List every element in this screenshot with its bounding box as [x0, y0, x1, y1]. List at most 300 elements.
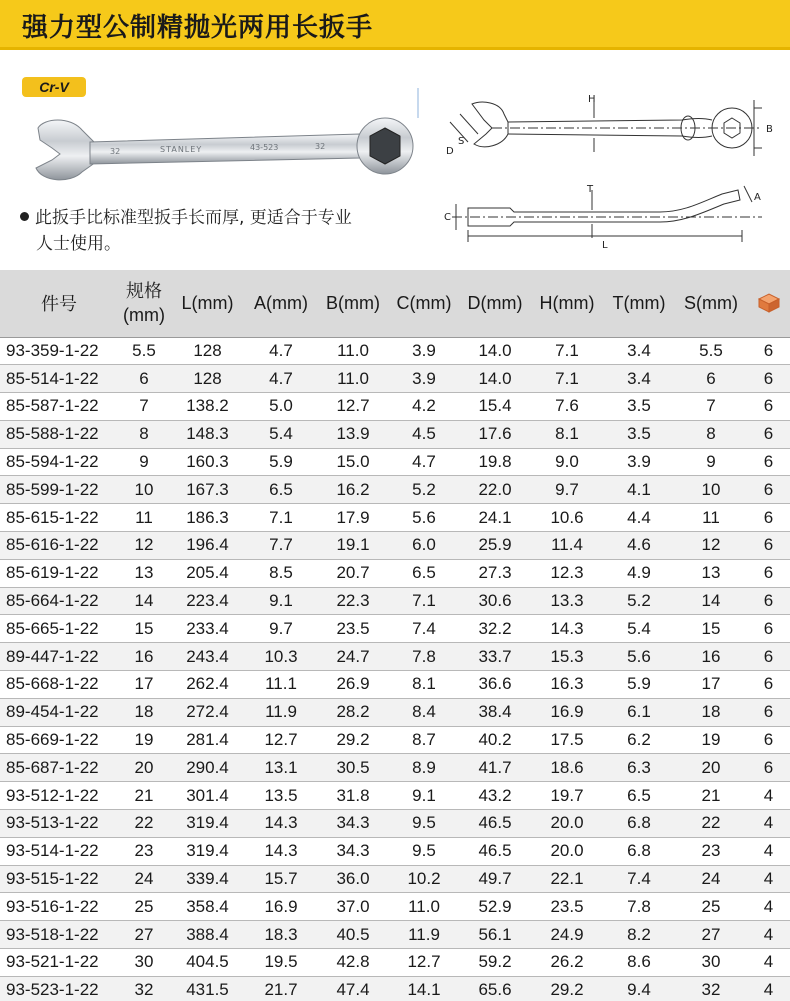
- cell-h: 20.0: [531, 837, 603, 865]
- cell-spec: 30: [118, 949, 170, 977]
- cell-h: 13.3: [531, 587, 603, 615]
- cell-part-no: 85-616-1-22: [0, 532, 118, 560]
- table-row: [0, 587, 790, 615]
- cell-part-no: 89-454-1-22: [0, 698, 118, 726]
- cell-h: 24.9: [531, 921, 603, 949]
- cell-part-no: 85-664-1-22: [0, 587, 118, 615]
- cell-a: 14.3: [245, 810, 317, 838]
- cell-t: 3.9: [603, 448, 675, 476]
- description-line-2: 人士使用。: [36, 234, 121, 254]
- cell-l: 233.4: [170, 615, 245, 643]
- cell-l: 431.5: [170, 976, 245, 1001]
- cell-s: 21: [675, 782, 747, 810]
- cell-c: 7.4: [389, 615, 459, 643]
- cell-b: 11.0: [317, 365, 389, 393]
- cell-t: 7.4: [603, 865, 675, 893]
- cell-c: 6.5: [389, 559, 459, 587]
- cell-part-no: 93-513-1-22: [0, 810, 118, 838]
- table-body: [0, 337, 790, 1001]
- cell-qty: 6: [747, 559, 790, 587]
- table-row: [0, 643, 790, 671]
- divider: [417, 88, 419, 118]
- cell-a: 18.3: [245, 921, 317, 949]
- cell-qty: 6: [747, 337, 790, 365]
- cell-c: 5.6: [389, 504, 459, 532]
- technical-drawing: [432, 90, 782, 250]
- cell-b: 28.2: [317, 698, 389, 726]
- cell-l: 223.4: [170, 587, 245, 615]
- cell-t: 3.4: [603, 365, 675, 393]
- cell-spec: 11: [118, 504, 170, 532]
- cell-h: 11.4: [531, 532, 603, 560]
- cell-s: 6: [675, 365, 747, 393]
- cell-a: 13.5: [245, 782, 317, 810]
- cell-t: 3.5: [603, 420, 675, 448]
- cell-c: 11.0: [389, 893, 459, 921]
- cell-c: 11.9: [389, 921, 459, 949]
- cell-t: 3.4: [603, 337, 675, 365]
- cell-l: 281.4: [170, 726, 245, 754]
- header-t: T(mm): [603, 270, 675, 337]
- spec-table: [0, 270, 790, 1001]
- cell-d: 43.2: [459, 782, 531, 810]
- cell-c: 4.5: [389, 420, 459, 448]
- table-row: [0, 448, 790, 476]
- cell-l: 272.4: [170, 698, 245, 726]
- cell-l: 128: [170, 337, 245, 365]
- cell-spec: 18: [118, 698, 170, 726]
- cell-d: 65.6: [459, 976, 531, 1001]
- cell-b: 20.7: [317, 559, 389, 587]
- cell-l: 128: [170, 365, 245, 393]
- cell-t: 5.2: [603, 587, 675, 615]
- cell-a: 16.9: [245, 893, 317, 921]
- cell-qty: 6: [747, 476, 790, 504]
- cell-a: 12.7: [245, 726, 317, 754]
- cell-qty: 6: [747, 532, 790, 560]
- cell-l: 148.3: [170, 420, 245, 448]
- table-row: [0, 865, 790, 893]
- cell-spec: 21: [118, 782, 170, 810]
- cell-part-no: 85-599-1-22: [0, 476, 118, 504]
- cell-d: 25.9: [459, 532, 531, 560]
- photo-model-text: 43-523: [250, 143, 279, 152]
- cell-part-no: 93-518-1-22: [0, 921, 118, 949]
- cell-a: 15.7: [245, 865, 317, 893]
- cell-d: 36.6: [459, 671, 531, 699]
- cell-b: 13.9: [317, 420, 389, 448]
- cell-s: 10: [675, 476, 747, 504]
- cell-qty: 6: [747, 615, 790, 643]
- table-row: [0, 393, 790, 421]
- cell-s: 16: [675, 643, 747, 671]
- cell-spec: 19: [118, 726, 170, 754]
- cell-s: 13: [675, 559, 747, 587]
- table-row: [0, 671, 790, 699]
- cell-b: 36.0: [317, 865, 389, 893]
- cell-qty: 6: [747, 671, 790, 699]
- cell-s: 20: [675, 754, 747, 782]
- drawing-label-b: B: [766, 124, 773, 135]
- table-row: [0, 615, 790, 643]
- cell-qty: 6: [747, 448, 790, 476]
- cell-s: 11: [675, 504, 747, 532]
- cell-h: 9.0: [531, 448, 603, 476]
- crv-badge: Cr-V: [22, 77, 86, 97]
- cell-part-no: 85-615-1-22: [0, 504, 118, 532]
- cell-spec: 10: [118, 476, 170, 504]
- cell-t: 6.1: [603, 698, 675, 726]
- cell-l: 196.4: [170, 532, 245, 560]
- cell-c: 8.9: [389, 754, 459, 782]
- cell-b: 24.7: [317, 643, 389, 671]
- cell-s: 24: [675, 865, 747, 893]
- cell-a: 4.7: [245, 365, 317, 393]
- cell-spec: 14: [118, 587, 170, 615]
- cell-t: 6.3: [603, 754, 675, 782]
- cell-t: 3.5: [603, 393, 675, 421]
- photo-brand-text: STANLEY: [160, 145, 203, 154]
- cell-c: 3.9: [389, 365, 459, 393]
- cell-part-no: 85-668-1-22: [0, 671, 118, 699]
- cell-b: 30.5: [317, 754, 389, 782]
- table-row: [0, 837, 790, 865]
- cell-spec: 23: [118, 837, 170, 865]
- cell-b: 22.3: [317, 587, 389, 615]
- cell-l: 243.4: [170, 643, 245, 671]
- cell-c: 9.5: [389, 810, 459, 838]
- cell-h: 7.1: [531, 365, 603, 393]
- cell-l: 339.4: [170, 865, 245, 893]
- cell-d: 38.4: [459, 698, 531, 726]
- table-row: [0, 698, 790, 726]
- cell-qty: 6: [747, 504, 790, 532]
- cell-d: 27.3: [459, 559, 531, 587]
- cell-spec: 20: [118, 754, 170, 782]
- header-package: [747, 270, 790, 337]
- cell-part-no: 93-359-1-22: [0, 337, 118, 365]
- cell-part-no: 93-521-1-22: [0, 949, 118, 977]
- cell-part-no: 85-588-1-22: [0, 420, 118, 448]
- cell-part-no: 93-515-1-22: [0, 865, 118, 893]
- cell-h: 14.3: [531, 615, 603, 643]
- table-row: [0, 559, 790, 587]
- cell-part-no: 93-512-1-22: [0, 782, 118, 810]
- cell-qty: 6: [747, 420, 790, 448]
- cell-qty: 4: [747, 949, 790, 977]
- cell-h: 16.3: [531, 671, 603, 699]
- page-title: 强力型公制精抛光两用长扳手: [22, 13, 374, 43]
- table-row: [0, 476, 790, 504]
- table-row: [0, 337, 790, 365]
- cell-part-no: 85-594-1-22: [0, 448, 118, 476]
- header-part-no: 件号: [0, 270, 118, 337]
- cell-t: 4.1: [603, 476, 675, 504]
- cell-c: 8.4: [389, 698, 459, 726]
- cell-d: 17.6: [459, 420, 531, 448]
- header-s: S(mm): [675, 270, 747, 337]
- header-d: D(mm): [459, 270, 531, 337]
- cell-spec: 13: [118, 559, 170, 587]
- cell-t: 6.8: [603, 837, 675, 865]
- cell-c: 5.2: [389, 476, 459, 504]
- header-spec: [118, 270, 170, 337]
- drawing-label-c: C: [444, 212, 451, 223]
- cell-s: 7: [675, 393, 747, 421]
- cell-l: 205.4: [170, 559, 245, 587]
- cell-qty: 4: [747, 976, 790, 1001]
- cell-d: 56.1: [459, 921, 531, 949]
- cell-h: 23.5: [531, 893, 603, 921]
- cell-s: 19: [675, 726, 747, 754]
- table-row: [0, 921, 790, 949]
- header-a: A(mm): [245, 270, 317, 337]
- cell-a: 6.5: [245, 476, 317, 504]
- cell-c: 6.0: [389, 532, 459, 560]
- cell-part-no: 85-514-1-22: [0, 365, 118, 393]
- cell-c: 10.2: [389, 865, 459, 893]
- cell-s: 25: [675, 893, 747, 921]
- table-row: [0, 976, 790, 1001]
- table-row: [0, 782, 790, 810]
- cell-a: 11.9: [245, 698, 317, 726]
- cell-h: 15.3: [531, 643, 603, 671]
- cell-t: 9.4: [603, 976, 675, 1001]
- cell-s: 17: [675, 671, 747, 699]
- cell-c: 9.5: [389, 837, 459, 865]
- cell-t: 4.6: [603, 532, 675, 560]
- cell-h: 8.1: [531, 420, 603, 448]
- cell-d: 22.0: [459, 476, 531, 504]
- cell-qty: 6: [747, 754, 790, 782]
- cell-spec: 8: [118, 420, 170, 448]
- cell-qty: 4: [747, 921, 790, 949]
- cell-qty: 6: [747, 393, 790, 421]
- cell-c: 12.7: [389, 949, 459, 977]
- drawing-label-d: D: [446, 146, 454, 157]
- cell-a: 13.1: [245, 754, 317, 782]
- cell-spec: 32: [118, 976, 170, 1001]
- cell-b: 12.7: [317, 393, 389, 421]
- cell-t: 8.2: [603, 921, 675, 949]
- cell-t: 5.4: [603, 615, 675, 643]
- cell-b: 17.9: [317, 504, 389, 532]
- cell-qty: 4: [747, 837, 790, 865]
- cell-spec: 22: [118, 810, 170, 838]
- cell-s: 14: [675, 587, 747, 615]
- cell-s: 27: [675, 921, 747, 949]
- cell-h: 9.7: [531, 476, 603, 504]
- cell-b: 34.3: [317, 837, 389, 865]
- cell-c: 14.1: [389, 976, 459, 1001]
- cell-h: 29.2: [531, 976, 603, 1001]
- cell-a: 9.1: [245, 587, 317, 615]
- table-row: [0, 365, 790, 393]
- cell-d: 40.2: [459, 726, 531, 754]
- cell-spec: 15: [118, 615, 170, 643]
- cell-h: 7.6: [531, 393, 603, 421]
- page-header: [0, 0, 790, 50]
- cell-s: 5.5: [675, 337, 747, 365]
- product-description: [20, 205, 425, 257]
- cell-l: 358.4: [170, 893, 245, 921]
- cell-l: 319.4: [170, 810, 245, 838]
- cell-h: 7.1: [531, 337, 603, 365]
- cell-c: 8.1: [389, 671, 459, 699]
- cell-part-no: 85-619-1-22: [0, 559, 118, 587]
- cell-b: 42.8: [317, 949, 389, 977]
- table-row: [0, 810, 790, 838]
- cell-l: 388.4: [170, 921, 245, 949]
- drawing-label-t: T: [587, 184, 594, 195]
- cell-part-no: 85-669-1-22: [0, 726, 118, 754]
- photo-size-text-2: 32: [315, 142, 326, 151]
- cell-d: 30.6: [459, 587, 531, 615]
- table-row: [0, 726, 790, 754]
- table-header-row: [0, 270, 790, 337]
- cell-part-no: 89-447-1-22: [0, 643, 118, 671]
- cell-d: 52.9: [459, 893, 531, 921]
- cell-spec: 9: [118, 448, 170, 476]
- cell-a: 9.7: [245, 615, 317, 643]
- cell-c: 4.7: [389, 448, 459, 476]
- cell-h: 26.2: [531, 949, 603, 977]
- cell-a: 10.3: [245, 643, 317, 671]
- cell-part-no: 85-665-1-22: [0, 615, 118, 643]
- cell-a: 7.7: [245, 532, 317, 560]
- header-b: B(mm): [317, 270, 389, 337]
- cell-t: 4.9: [603, 559, 675, 587]
- cell-a: 8.5: [245, 559, 317, 587]
- cell-qty: 6: [747, 643, 790, 671]
- cell-h: 12.3: [531, 559, 603, 587]
- drawing-label-l: L: [602, 240, 608, 250]
- table-row: [0, 532, 790, 560]
- cell-d: 14.0: [459, 337, 531, 365]
- cell-d: 46.5: [459, 810, 531, 838]
- cell-s: 30: [675, 949, 747, 977]
- header-spec-line-1: 规格: [126, 281, 162, 302]
- cell-spec: 25: [118, 893, 170, 921]
- cell-h: 18.6: [531, 754, 603, 782]
- cell-b: 26.9: [317, 671, 389, 699]
- cell-c: 7.8: [389, 643, 459, 671]
- cell-spec: 27: [118, 921, 170, 949]
- header-h: H(mm): [531, 270, 603, 337]
- cell-b: 31.8: [317, 782, 389, 810]
- drawing-label-a: A: [754, 192, 761, 203]
- cell-b: 40.5: [317, 921, 389, 949]
- drawing-label-h: H: [588, 94, 596, 105]
- cell-l: 167.3: [170, 476, 245, 504]
- cell-s: 32: [675, 976, 747, 1001]
- cell-d: 33.7: [459, 643, 531, 671]
- cell-s: 8: [675, 420, 747, 448]
- cell-qty: 6: [747, 698, 790, 726]
- cell-c: 7.1: [389, 587, 459, 615]
- table-row: [0, 754, 790, 782]
- cell-t: 6.8: [603, 810, 675, 838]
- bullet-icon: [20, 212, 29, 221]
- cell-t: 7.8: [603, 893, 675, 921]
- cell-a: 21.7: [245, 976, 317, 1001]
- cell-s: 18: [675, 698, 747, 726]
- cell-qty: 6: [747, 365, 790, 393]
- cell-d: 14.0: [459, 365, 531, 393]
- cell-b: 23.5: [317, 615, 389, 643]
- cell-s: 12: [675, 532, 747, 560]
- cell-part-no: 85-587-1-22: [0, 393, 118, 421]
- header-spec-line-2: (mm): [123, 305, 165, 326]
- cell-b: 29.2: [317, 726, 389, 754]
- cell-h: 10.6: [531, 504, 603, 532]
- cell-l: 160.3: [170, 448, 245, 476]
- cell-l: 186.3: [170, 504, 245, 532]
- table-row: [0, 893, 790, 921]
- cell-qty: 4: [747, 810, 790, 838]
- cell-d: 46.5: [459, 837, 531, 865]
- cell-qty: 6: [747, 726, 790, 754]
- cell-b: 16.2: [317, 476, 389, 504]
- cell-part-no: 85-687-1-22: [0, 754, 118, 782]
- cell-h: 22.1: [531, 865, 603, 893]
- cell-b: 19.1: [317, 532, 389, 560]
- cell-d: 15.4: [459, 393, 531, 421]
- cell-l: 138.2: [170, 393, 245, 421]
- cell-c: 8.7: [389, 726, 459, 754]
- cell-h: 17.5: [531, 726, 603, 754]
- cell-h: 16.9: [531, 698, 603, 726]
- cell-d: 19.8: [459, 448, 531, 476]
- cell-b: 47.4: [317, 976, 389, 1001]
- cell-spec: 17: [118, 671, 170, 699]
- wrench-photo: [30, 110, 415, 200]
- cell-a: 5.0: [245, 393, 317, 421]
- cell-qty: 6: [747, 587, 790, 615]
- package-icon: [757, 292, 781, 314]
- cell-b: 34.3: [317, 810, 389, 838]
- cell-s: 15: [675, 615, 747, 643]
- cell-part-no: 93-516-1-22: [0, 893, 118, 921]
- photo-size-text: 32: [110, 147, 121, 156]
- description-line-1: 此扳手比标准型扳手长而厚, 更适合于专业: [35, 208, 352, 228]
- cell-d: 41.7: [459, 754, 531, 782]
- cell-l: 290.4: [170, 754, 245, 782]
- table-row: [0, 420, 790, 448]
- cell-l: 262.4: [170, 671, 245, 699]
- cell-h: 19.7: [531, 782, 603, 810]
- cell-l: 301.4: [170, 782, 245, 810]
- cell-t: 5.9: [603, 671, 675, 699]
- cell-spec: 7: [118, 393, 170, 421]
- table-row: [0, 504, 790, 532]
- cell-a: 7.1: [245, 504, 317, 532]
- cell-b: 15.0: [317, 448, 389, 476]
- cell-t: 6.5: [603, 782, 675, 810]
- cell-a: 19.5: [245, 949, 317, 977]
- drawing-label-s: S: [458, 136, 465, 147]
- cell-t: 8.6: [603, 949, 675, 977]
- cell-a: 14.3: [245, 837, 317, 865]
- cell-qty: 4: [747, 782, 790, 810]
- cell-part-no: 93-514-1-22: [0, 837, 118, 865]
- header-c: C(mm): [389, 270, 459, 337]
- cell-b: 11.0: [317, 337, 389, 365]
- cell-a: 5.9: [245, 448, 317, 476]
- cell-c: 3.9: [389, 337, 459, 365]
- cell-t: 5.6: [603, 643, 675, 671]
- cell-qty: 4: [747, 893, 790, 921]
